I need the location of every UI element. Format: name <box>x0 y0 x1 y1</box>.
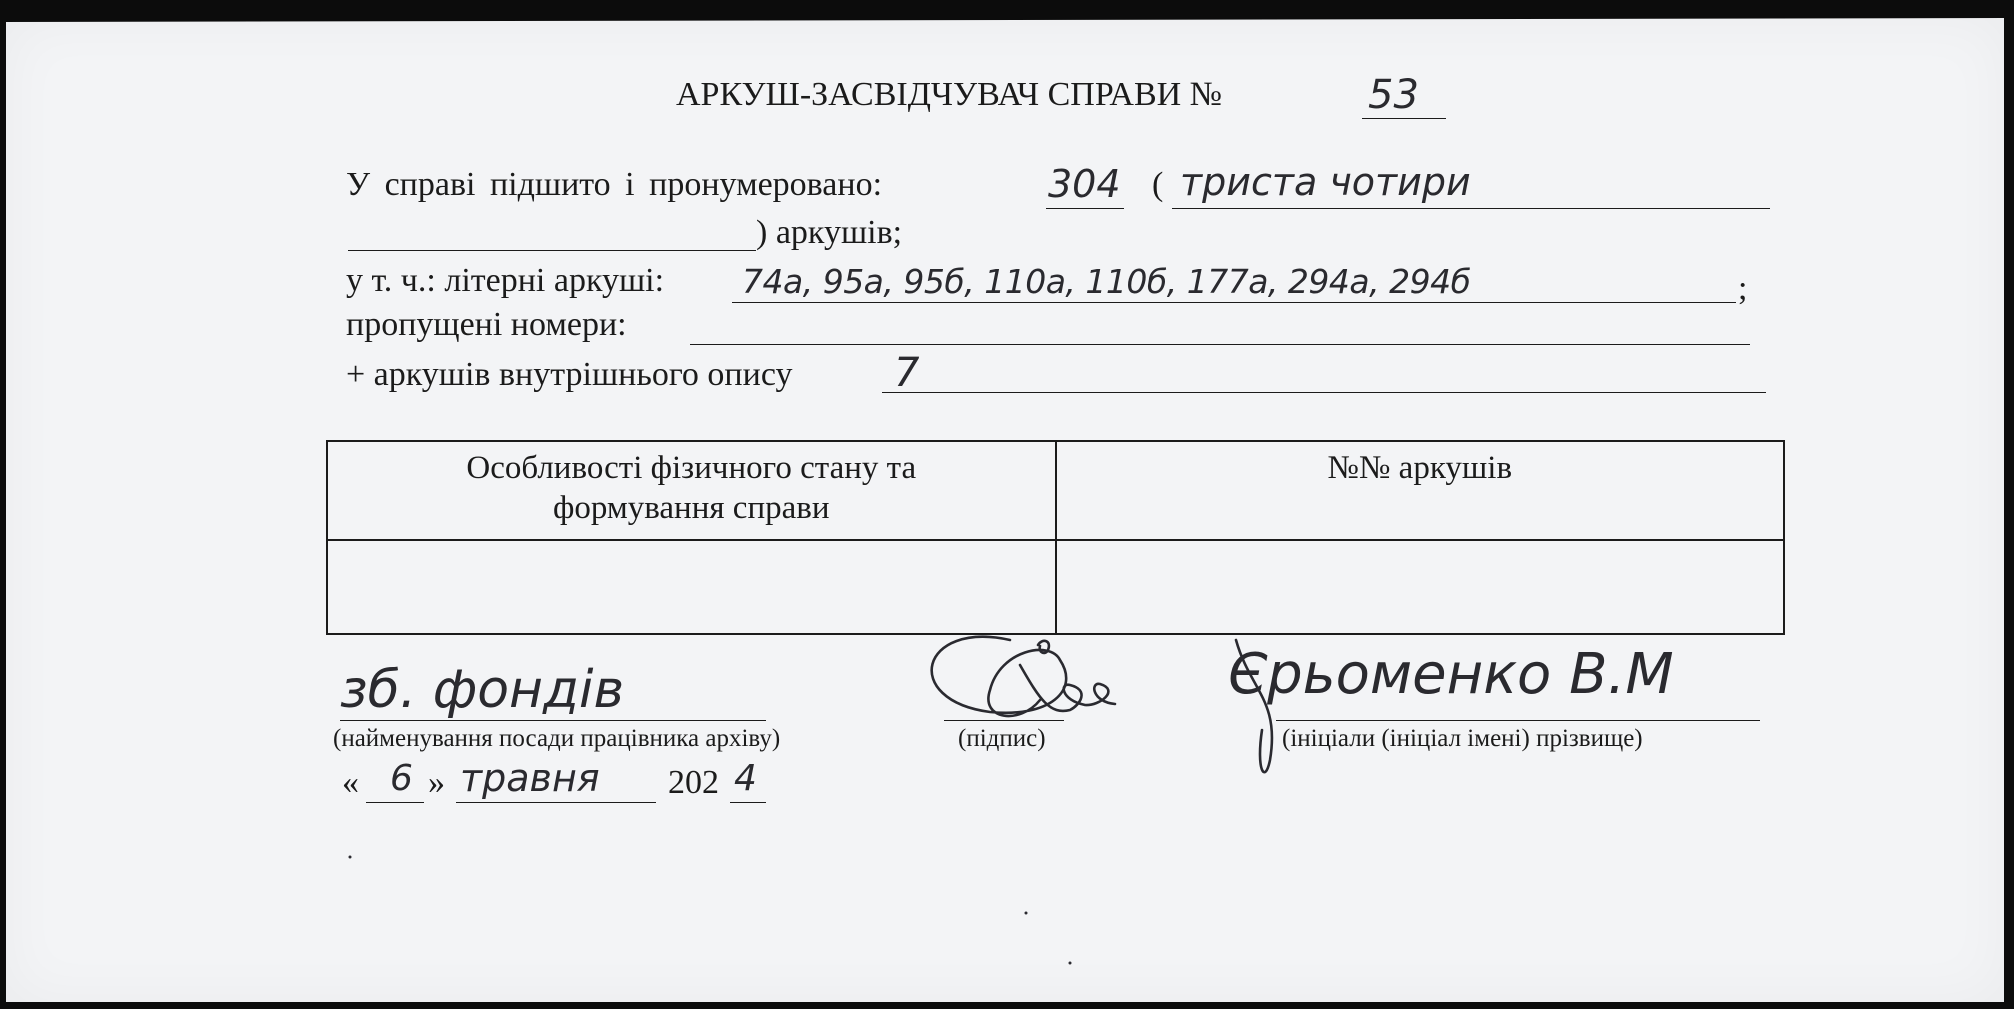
letter-sheets-semicolon: ; <box>1738 270 1748 307</box>
date-month-underline <box>456 802 656 803</box>
sheets-suffix: ) аркушів; <box>756 214 903 251</box>
date-day: 6 <box>390 758 413 799</box>
table-row <box>327 540 1784 634</box>
letter-sheets-label: у т. ч.: літерні аркуші: <box>346 262 665 299</box>
name-value: Єрьоменко В.М <box>1228 642 1674 707</box>
internal-inventory-label: + аркушів внутрішнього опису <box>346 356 793 393</box>
date-month: травня <box>460 756 600 800</box>
date-close-quote: » <box>428 764 445 801</box>
table-cell-physical-state <box>327 540 1056 634</box>
case-number-underline <box>1362 118 1446 119</box>
count-words-continued-line <box>348 250 756 251</box>
internal-inventory-underline <box>882 392 1766 393</box>
stitched-count-words: триста чотири <box>1180 160 1471 204</box>
date-year-prefix: 202 <box>668 764 719 801</box>
stitched-count: 304 <box>1048 162 1121 206</box>
document-title: АРКУШ-ЗАСВІДЧУВАЧ СПРАВИ № <box>676 76 1223 113</box>
internal-inventory-value: 7 <box>894 350 920 396</box>
table-cell-sheet-numbers <box>1056 540 1785 634</box>
date-year-underline <box>730 802 766 803</box>
date-open-quote: « <box>342 764 359 801</box>
missing-numbers-label: пропущені номери: <box>346 306 627 343</box>
stitched-label: У справі підшито і пронумеровано: <box>346 166 883 203</box>
header-sheet-numbers: №№ аркушів <box>1056 441 1785 540</box>
case-number: 53 <box>1368 72 1419 118</box>
name-caption: (ініціали (ініціал імені) прізвище) <box>1282 725 1643 752</box>
letter-sheets-value: 74а, 95а, 95б, 110а, 110б, 177а, 294а, 294б <box>742 262 1471 301</box>
signature-caption: (підпис) <box>958 725 1046 752</box>
missing-numbers-underline <box>690 344 1750 345</box>
header-physical-state <box>327 441 1056 540</box>
count-underline <box>1046 208 1124 209</box>
header-physical-state-line1: Особливості фізичного стану та <box>466 450 917 486</box>
position-caption: (найменування посади працівника архіву) <box>333 725 781 752</box>
signature-underline <box>944 720 1064 721</box>
physical-state-table <box>326 440 1785 635</box>
header-physical-state-line2: формування справи <box>552 490 830 526</box>
name-underline <box>1276 720 1760 721</box>
letter-sheets-underline <box>732 302 1736 303</box>
position-value: зб. фондів <box>340 660 625 720</box>
position-underline <box>340 720 766 721</box>
open-paren: ( <box>1152 166 1164 203</box>
table-header-row <box>327 441 1784 540</box>
date-day-underline <box>366 802 424 803</box>
date-year-suffix: 4 <box>734 758 757 799</box>
count-words-underline <box>1172 208 1770 209</box>
